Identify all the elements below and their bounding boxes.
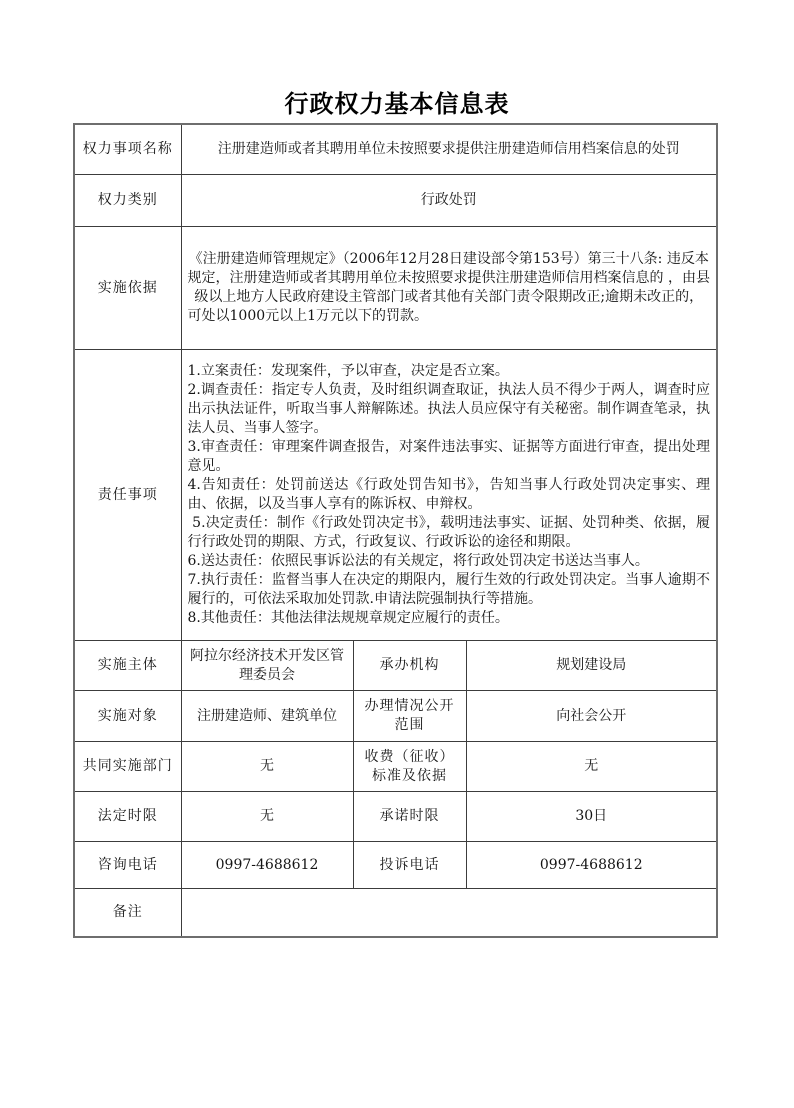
value-disclosure-scope: 向社会公开 (466, 691, 717, 742)
row-label-power-type: 权力类别 (74, 175, 181, 227)
table-row (74, 350, 717, 641)
duty-item-8: 8.其他责任：其他法律法规规章规定应履行的责任。 (187, 610, 509, 626)
page-title: 行政权力基本信息表 (284, 89, 510, 118)
row-label-complaint-phone: 投诉电话 (353, 842, 466, 889)
row-label-remark: 备注 (74, 889, 181, 938)
table-row (74, 124, 717, 175)
value-consult-phone: 0997-4688612 (181, 842, 353, 889)
table-row (74, 889, 717, 938)
duty-item-4: 4.告知责任：处罚前送达《行政处罚告知书》，告知当事人行政处罚决定事实、理由、依据，以及当事人享有的陈诉权、申辩权。 (187, 477, 710, 512)
table-row (74, 227, 717, 350)
value-undertaking-org: 规划建设局 (466, 641, 717, 691)
info-table (73, 123, 718, 938)
row-label-implementer: 实施主体 (74, 641, 181, 691)
row-label-disclosure-scope: 办理情况公开范围 (353, 691, 466, 742)
row-label-undertaking-org: 承办机构 (353, 641, 466, 691)
value-fee-standard: 无 (466, 742, 717, 792)
row-label-target: 实施对象 (74, 691, 181, 742)
value-promised-time-limit: 30日 (466, 792, 717, 842)
value-item-name: 注册建造师或者其聘用单位未按照要求提供注册建造师信用档案信息的处罚 (181, 124, 717, 175)
value-complaint-phone: 0997-4688612 (466, 842, 717, 889)
value-joint-departments: 无 (181, 742, 353, 792)
duty-item-5: 5.决定责任：制作《行政处罚决定书》，载明违法事实、证据、处罚种类、依据，履行行政处罚的期限、方式，行政复议、行政诉讼的途径和期限。 (187, 515, 711, 550)
row-label-fee-standard: 收费（征收）标准及依据 (353, 742, 466, 792)
row-label-basis: 实施依据 (74, 227, 181, 350)
table-row (74, 641, 717, 691)
row-label-duty: 责任事项 (74, 350, 181, 641)
value-target: 注册建造师、建筑单位 (181, 691, 353, 742)
value-duty-list (181, 350, 717, 641)
table-row (74, 842, 717, 889)
duty-item-3: 3.审查责任：审理案件调查报告，对案件违法事实、证据等方面进行审查，提出处理意见。 (187, 439, 710, 474)
table-row (74, 175, 717, 227)
row-label-joint-departments: 共同实施部门 (74, 742, 181, 792)
value-power-type: 行政处罚 (181, 175, 717, 227)
duty-item-7: 7.执行责任：监督当事人在决定的期限内，履行生效的行政处罚决定。当事人逾期不履行的，可依法采取加处罚款.申请法院强制执行等措施。 (187, 572, 710, 607)
value-basis: 《注册建造师管理规定》（2006年12月28日建设部令第153号）第三十八条: 违反本规定，注册建造师或者其聘用单位未按照要求提供注册建造师信用档案信息的 ，由县级以上地方人民政府建设主管部门或者其他有关部门责令限期改正;逾期未改正的，可处以1000元以上1万元以下的罚款。 (181, 227, 717, 350)
table-row (74, 792, 717, 842)
table-row (74, 691, 717, 742)
value-legal-time-limit: 无 (181, 792, 353, 842)
row-label-promised-time-limit: 承诺时限 (353, 792, 466, 842)
value-remark (181, 889, 717, 938)
row-label-consult-phone: 咨询电话 (74, 842, 181, 889)
row-label-legal-time-limit: 法定时限 (74, 792, 181, 842)
table-row (74, 742, 717, 792)
duty-item-2: 2.调查责任：指定专人负责，及时组织调查取证，执法人员不得少于两人，调查时应出示执法证件，听取当事人辩解陈述。执法人员应保守有关秘密。制作调查笔录，执法人员、当事人签字。 (187, 382, 710, 436)
duty-item-6: 6.送达责任：依照民事诉讼法的有关规定，将行政处罚决定书送达当事人。 (187, 553, 649, 569)
value-implementer: 阿拉尔经济技术开发区管理委员会 (181, 641, 353, 691)
duty-item-1: 1.立案责任：发现案件，予以审查，决定是否立案。 (187, 363, 509, 379)
row-label-item-name: 权力事项名称 (74, 124, 181, 175)
